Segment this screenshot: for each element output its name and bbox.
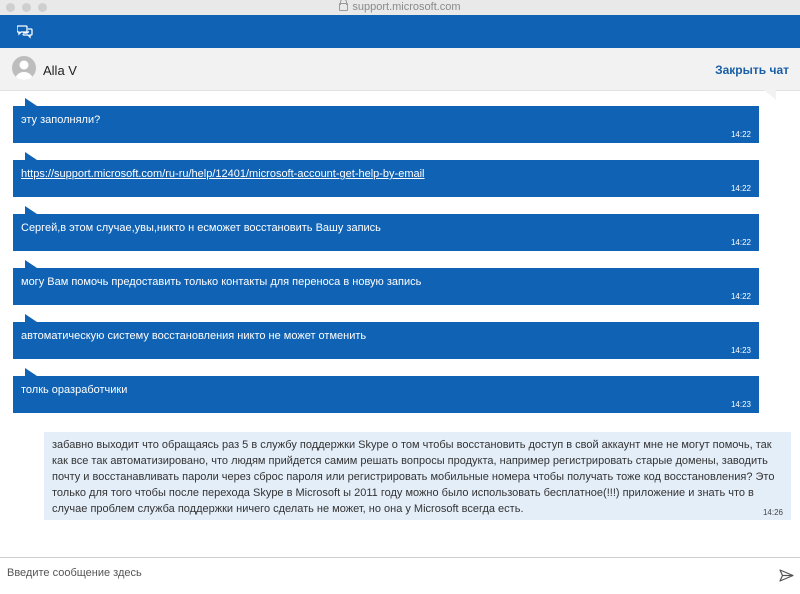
agent-message bbox=[13, 376, 759, 413]
message-time: 14:22 bbox=[730, 238, 751, 247]
close-chat-link[interactable]: Закрыть чат bbox=[715, 63, 789, 77]
message-text: эту заполняли? bbox=[21, 114, 101, 126]
agent-message bbox=[13, 106, 759, 143]
address-bar[interactable] bbox=[0, 1, 800, 14]
lock-icon bbox=[339, 3, 348, 11]
message-text: толкь оразработчики bbox=[21, 384, 128, 396]
message-time: 14:22 bbox=[730, 184, 751, 193]
send-arrow-icon[interactable] bbox=[779, 569, 794, 582]
agent-message bbox=[13, 268, 759, 305]
user-avatar-icon bbox=[12, 56, 36, 80]
message-link[interactable]: https://support.microsoft.com/ru-ru/help/12401/microsoft-account-get-help-by-email bbox=[21, 168, 425, 180]
agent-message bbox=[13, 214, 759, 251]
message-time: 14:22 bbox=[730, 292, 751, 301]
message-time: 14:26 bbox=[762, 508, 783, 517]
message-text: Сергей,в этом случае,увы,никто н есможет восстановить Вашу запись bbox=[21, 222, 381, 234]
agent-message bbox=[13, 322, 759, 359]
chat-header bbox=[0, 48, 800, 91]
message-text: могу Вам помочь предоставить только контакты для переноса в новую запись bbox=[21, 276, 422, 288]
message-time: 14:22 bbox=[730, 130, 751, 139]
message-text: забавно выходит что обращаясь раз 5 в службу поддержки Skype о том чтобы восстановить доступ в свой аккаунт мне не могут помочь, так как все так автоматизировано, что людям прийдется самим решать вопросы продукта, например регистрировать старые домены, заводить почту и восстанавливать пароли через сброс пароля или регистрировать мобильные номера чтобы получать тоже код восстановления? Это только для того чтобы после перехода Skype в Microsoft ы 2011 году можно было использовать бесплатное(!!!) приложение и знать что в случае проблем служба поддержки ничего сделать не может, но она у Microsoft всегда есть. bbox=[52, 439, 775, 515]
message-input[interactable] bbox=[0, 558, 760, 588]
agent-message bbox=[13, 160, 759, 197]
url-text: support.microsoft.com bbox=[352, 1, 461, 13]
message-time: 14:23 bbox=[730, 346, 751, 355]
user-message bbox=[44, 432, 791, 520]
chat-top-bar bbox=[0, 15, 800, 48]
chat-bubbles-icon bbox=[17, 25, 33, 39]
agent-name: Alla V bbox=[43, 63, 77, 78]
message-time: 14:23 bbox=[730, 400, 751, 409]
browser-titlebar bbox=[0, 0, 800, 16]
header-tail bbox=[764, 90, 776, 100]
composer-bar bbox=[0, 557, 800, 594]
message-text: автоматическую систему восстановления никто не может отменить bbox=[21, 330, 367, 342]
